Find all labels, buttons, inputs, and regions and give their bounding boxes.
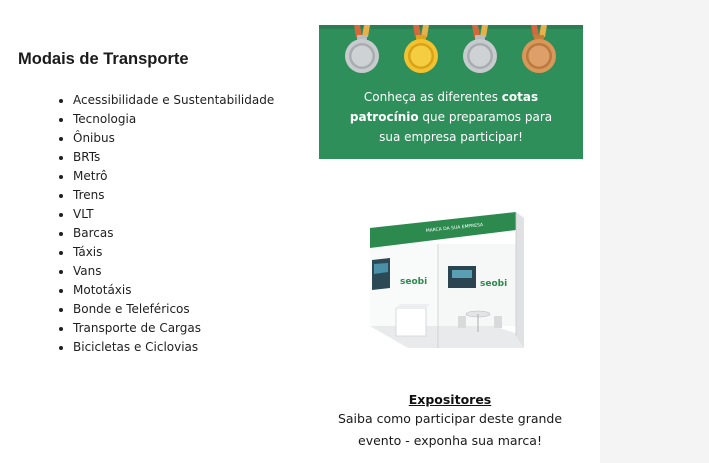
banner-text: Conheça as diferentes cotas patrocínio que preparamos para sua empresa participar! <box>349 90 553 144</box>
list-item: • Metrô <box>73 167 308 186</box>
list-item: • Bicicletas e Ciclovias <box>73 338 308 357</box>
bronze-medal-icon <box>521 25 557 77</box>
page-right-gutter <box>600 0 709 463</box>
list-item: • Tecnologia <box>73 110 308 129</box>
exhibitors-description-line2: evento - exponha sua marca! <box>358 433 542 448</box>
list-item: • Acessibilidade e Sustentabilidade <box>73 91 308 110</box>
gold-medal-icon <box>403 25 439 77</box>
booth-header-text: MARCA DA SUA EMPRESA <box>425 223 484 234</box>
transport-section <box>18 50 308 357</box>
list-item: • Trens <box>73 186 308 205</box>
transport-modes-list <box>18 91 308 357</box>
list-item: • Transporte de Cargas <box>73 319 308 338</box>
silver-medal-icon <box>344 25 380 77</box>
list-item: • Mototáxis <box>73 281 308 300</box>
exhibition-booth-image[interactable] <box>366 208 526 358</box>
list-item: • Vans <box>73 262 308 281</box>
list-item: • Bonde e Teleféricos <box>73 300 308 319</box>
list-item: • Barcas <box>73 224 308 243</box>
list-item: • VLT <box>73 205 308 224</box>
list-item: • Ônibus <box>73 129 308 148</box>
section-title: Modais de Transporte <box>18 50 189 68</box>
exhibitors-description-line1: Saiba como participar deste grande <box>337 411 563 426</box>
silver-medal-icon <box>462 25 498 77</box>
booth-logo-right: seobi <box>480 279 508 289</box>
exhibitors-link[interactable]: Expositores <box>408 392 492 407</box>
booth-logo-left: seobi <box>400 277 428 287</box>
sponsorship-banner[interactable] <box>319 25 583 159</box>
list-item: • Táxis <box>73 243 308 262</box>
exhibitors-section <box>326 392 574 451</box>
list-item: • BRTs <box>73 148 308 167</box>
